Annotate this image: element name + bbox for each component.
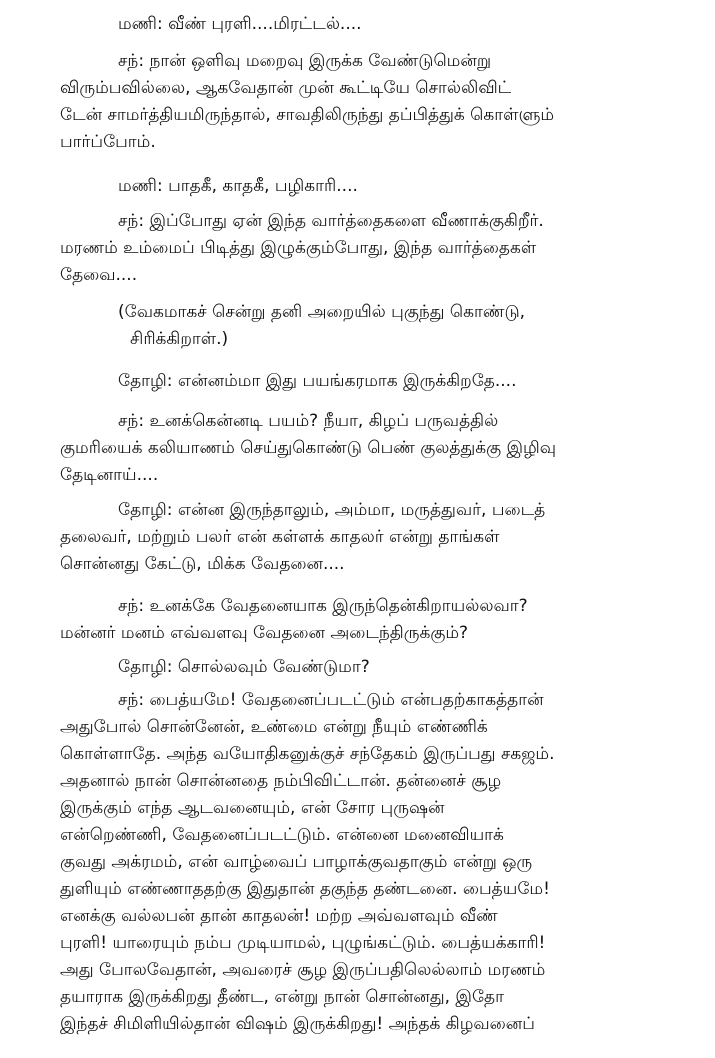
dialogue-line: என்றெண்ணி, வேதனைப்படட்டும். என்னை மனைவியாக் [60,825,504,845]
dialogue-line: இந்தச் சிமிளியில்தான் விஷம் இருக்கிறது! அந்தக் கிழவனைப் [60,1014,535,1034]
dialogue-line: துளியும் எண்ணாததற்கு இதுதான் தகுந்த தண்டனை. பைத்யமே! [60,879,550,899]
dialogue-line: அது போலவேதான், அவரைச் சூழ இருப்பதிலெல்லாம் மரணம் [60,960,546,980]
dialogue-line: குவது அக்ரமம், என் வாழ்வைப் பாழாக்குவதாகும் என்று ஒரு [60,852,533,872]
dialogue-line: விரும்பவில்லை, ஆகவேதான் முன் கூட்டியே சொல்லிவிட் [60,78,512,98]
dialogue-line: சந்: உனக்கென்னடி பயம்? நீயா, கிழப் பருவத்தில் [118,411,499,431]
dialogue-line: தயாராக இருக்கிறது தீண்ட, என்று நான் சொன்னது, இதோ [60,987,504,1007]
dialogue-line: தலைவர், மற்றும் பலர் என் கள்ளக் காதலர் என்று தாங்கள் [60,527,500,547]
dialogue-line: அதனால் நான் சொன்னதை நம்பிவிட்டான். தன்னைச் சூழ [60,771,502,791]
dialogue-line: மணி: பாதகீ, காதகீ, பழிகாரி.... [118,176,358,196]
dialogue-line: சந்: நான் ஒளிவு மறைவு இருக்க வேண்டுமென்று [118,51,492,71]
dialogue-line: இருக்கும் எந்த ஆடவனையும், என் சோர புருஷன் [60,798,445,818]
dialogue-line: குமரியைக் கலியாணம் செய்துகொண்டு பெண் குலத்துக்கு இழிவு [60,438,557,458]
dialogue-line: டேன் சாமர்த்தியமிருந்தால், சாவதிலிருந்து தப்பித்துக் கொள்ளும் [60,105,555,125]
dialogue-line: சந்: உனக்கே வேதனையாக இருந்தென்கிறாயல்லவா? [118,596,528,616]
dialogue-line: அதுபோல் சொன்னேன், உண்மை என்று நீயும் எண்ணிக் [60,717,488,737]
dialogue-line: புரளி! யாரையும் நம்ப முடியாமல், புழுங்கட்டும். பைத்யக்காரி! [60,933,546,953]
dialogue-line: சந்: பைத்யமே! வேதனைப்படட்டும் என்பதற்காகத்தான் [118,690,544,710]
dialogue-line: எனக்கு வல்லபன் தான் காதலன்! மற்ற அவ்வளவும் வீண் [60,906,498,926]
dialogue-line: தோழி: என்ன இருந்தாலும், அம்மா, மருத்துவர், படைத் [118,500,546,520]
dialogue-line: பார்ப்போம். [60,132,156,152]
dialogue-line: தேவை.... [60,265,138,285]
dialogue-line: மன்னர் மனம் எவ்வளவு வேதனை அடைந்திருக்கும்? [60,623,469,643]
dialogue-line: தோழி: என்னம்மா இது பயங்கரமாக இருக்கிறதே.... [118,371,517,391]
dialogue-line: கொள்ளாதே. அந்த வயோதிகனுக்குச் சந்தேகம் இருப்பது சகஜம். [60,744,555,764]
dialogue-line: மரணம் உம்மைப் பிடித்து இழுக்கும்போது, இந்த வார்த்தைகள் [60,238,537,258]
dialogue-line: தேடினாய்.... [60,465,159,485]
dialogue-line: சொன்னது கேட்டு, மிக்க வேதனை.... [60,554,345,574]
dialogue-line: சந்: இப்போது ஏன் இந்த வார்த்தைகளை வீணாக்குகிறீர். [118,211,544,231]
stage-direction: சிரிக்கிறாள்.) [130,329,229,349]
dialogue-line: மணி: வீண் புரளி....மிரட்டல்.... [118,14,362,34]
dialogue-line: தோழி: சொல்லவும் வேண்டுமா? [118,657,370,677]
stage-direction: (வேகமாகச் சென்று தனி அறையில் புகுந்து கொண்டு, [118,302,526,322]
